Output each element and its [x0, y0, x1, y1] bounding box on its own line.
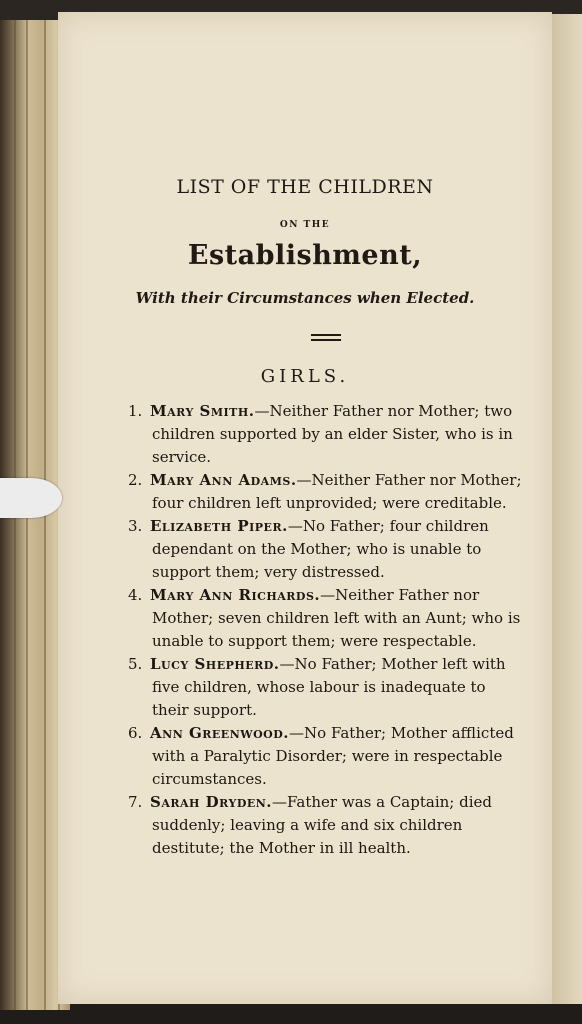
facing-page-edge [548, 14, 582, 1004]
list-item [115, 722, 525, 791]
entry-text: —No Father; four children dependant on the Mother; who is unable to support them; very distressed. [152, 517, 489, 581]
entry-name: Mary Ann Adams. [150, 471, 297, 489]
entry-number: 5. [128, 655, 143, 673]
entry-name: Mary Ann Richards. [150, 586, 321, 604]
children-list [115, 400, 525, 860]
entry-text: —No Father; Mother left with five children, whose labour is inadequate to their support. [152, 655, 506, 719]
entry-name: Elizabeth Piper. [150, 517, 288, 535]
entry-name: Lucy Shepherd. [150, 655, 280, 673]
background-strip [0, 1004, 582, 1024]
heading-list-of-children: LIST OF THE CHILDREN [176, 176, 434, 198]
entry-number: 7. [128, 793, 143, 811]
section-title-girls: GIRLS. [260, 366, 350, 387]
list-item [115, 653, 525, 722]
double-rule-top [311, 334, 341, 336]
page-pointer [0, 478, 62, 518]
list-item [115, 584, 525, 653]
double-rule-bottom [311, 339, 341, 341]
entry-text: —No Father; Mother afflicted with a Paralytic Disorder; were in respectable circumstances. [152, 724, 514, 788]
entry-number: 2. [128, 471, 143, 489]
heading-establishment: Establishment, [187, 240, 423, 271]
heading-subtitle: With their Circumstances when Elected. [135, 289, 475, 307]
entry-text: —Neither Father nor Mother; two children supported by an elder Sister, who is in service. [152, 402, 513, 466]
entry-text: —Neither Father nor Mother; four children left unprovided; were creditable. [152, 471, 522, 512]
entry-text: —Neither Father nor Mother; seven children left with an Aunt; who is unable to support them; were respectable. [152, 586, 521, 650]
entry-number: 6. [128, 724, 143, 742]
entry-number: 3. [128, 517, 143, 535]
entry-number: 1. [128, 402, 143, 420]
list-item [115, 400, 525, 469]
list-item [115, 515, 525, 584]
entry-name: Ann Greenwood. [150, 724, 290, 742]
list-item [115, 469, 525, 515]
entry-name: Mary Smith. [150, 402, 255, 420]
entry-text: —Father was a Captain; died suddenly; leaving a wife and six children destitute; the Mother in ill health. [152, 793, 492, 857]
entry-name: Sarah Dryden. [150, 793, 273, 811]
entry-number: 4. [128, 586, 143, 604]
heading-on-the: ON THE [279, 220, 331, 230]
list-item [115, 791, 525, 860]
